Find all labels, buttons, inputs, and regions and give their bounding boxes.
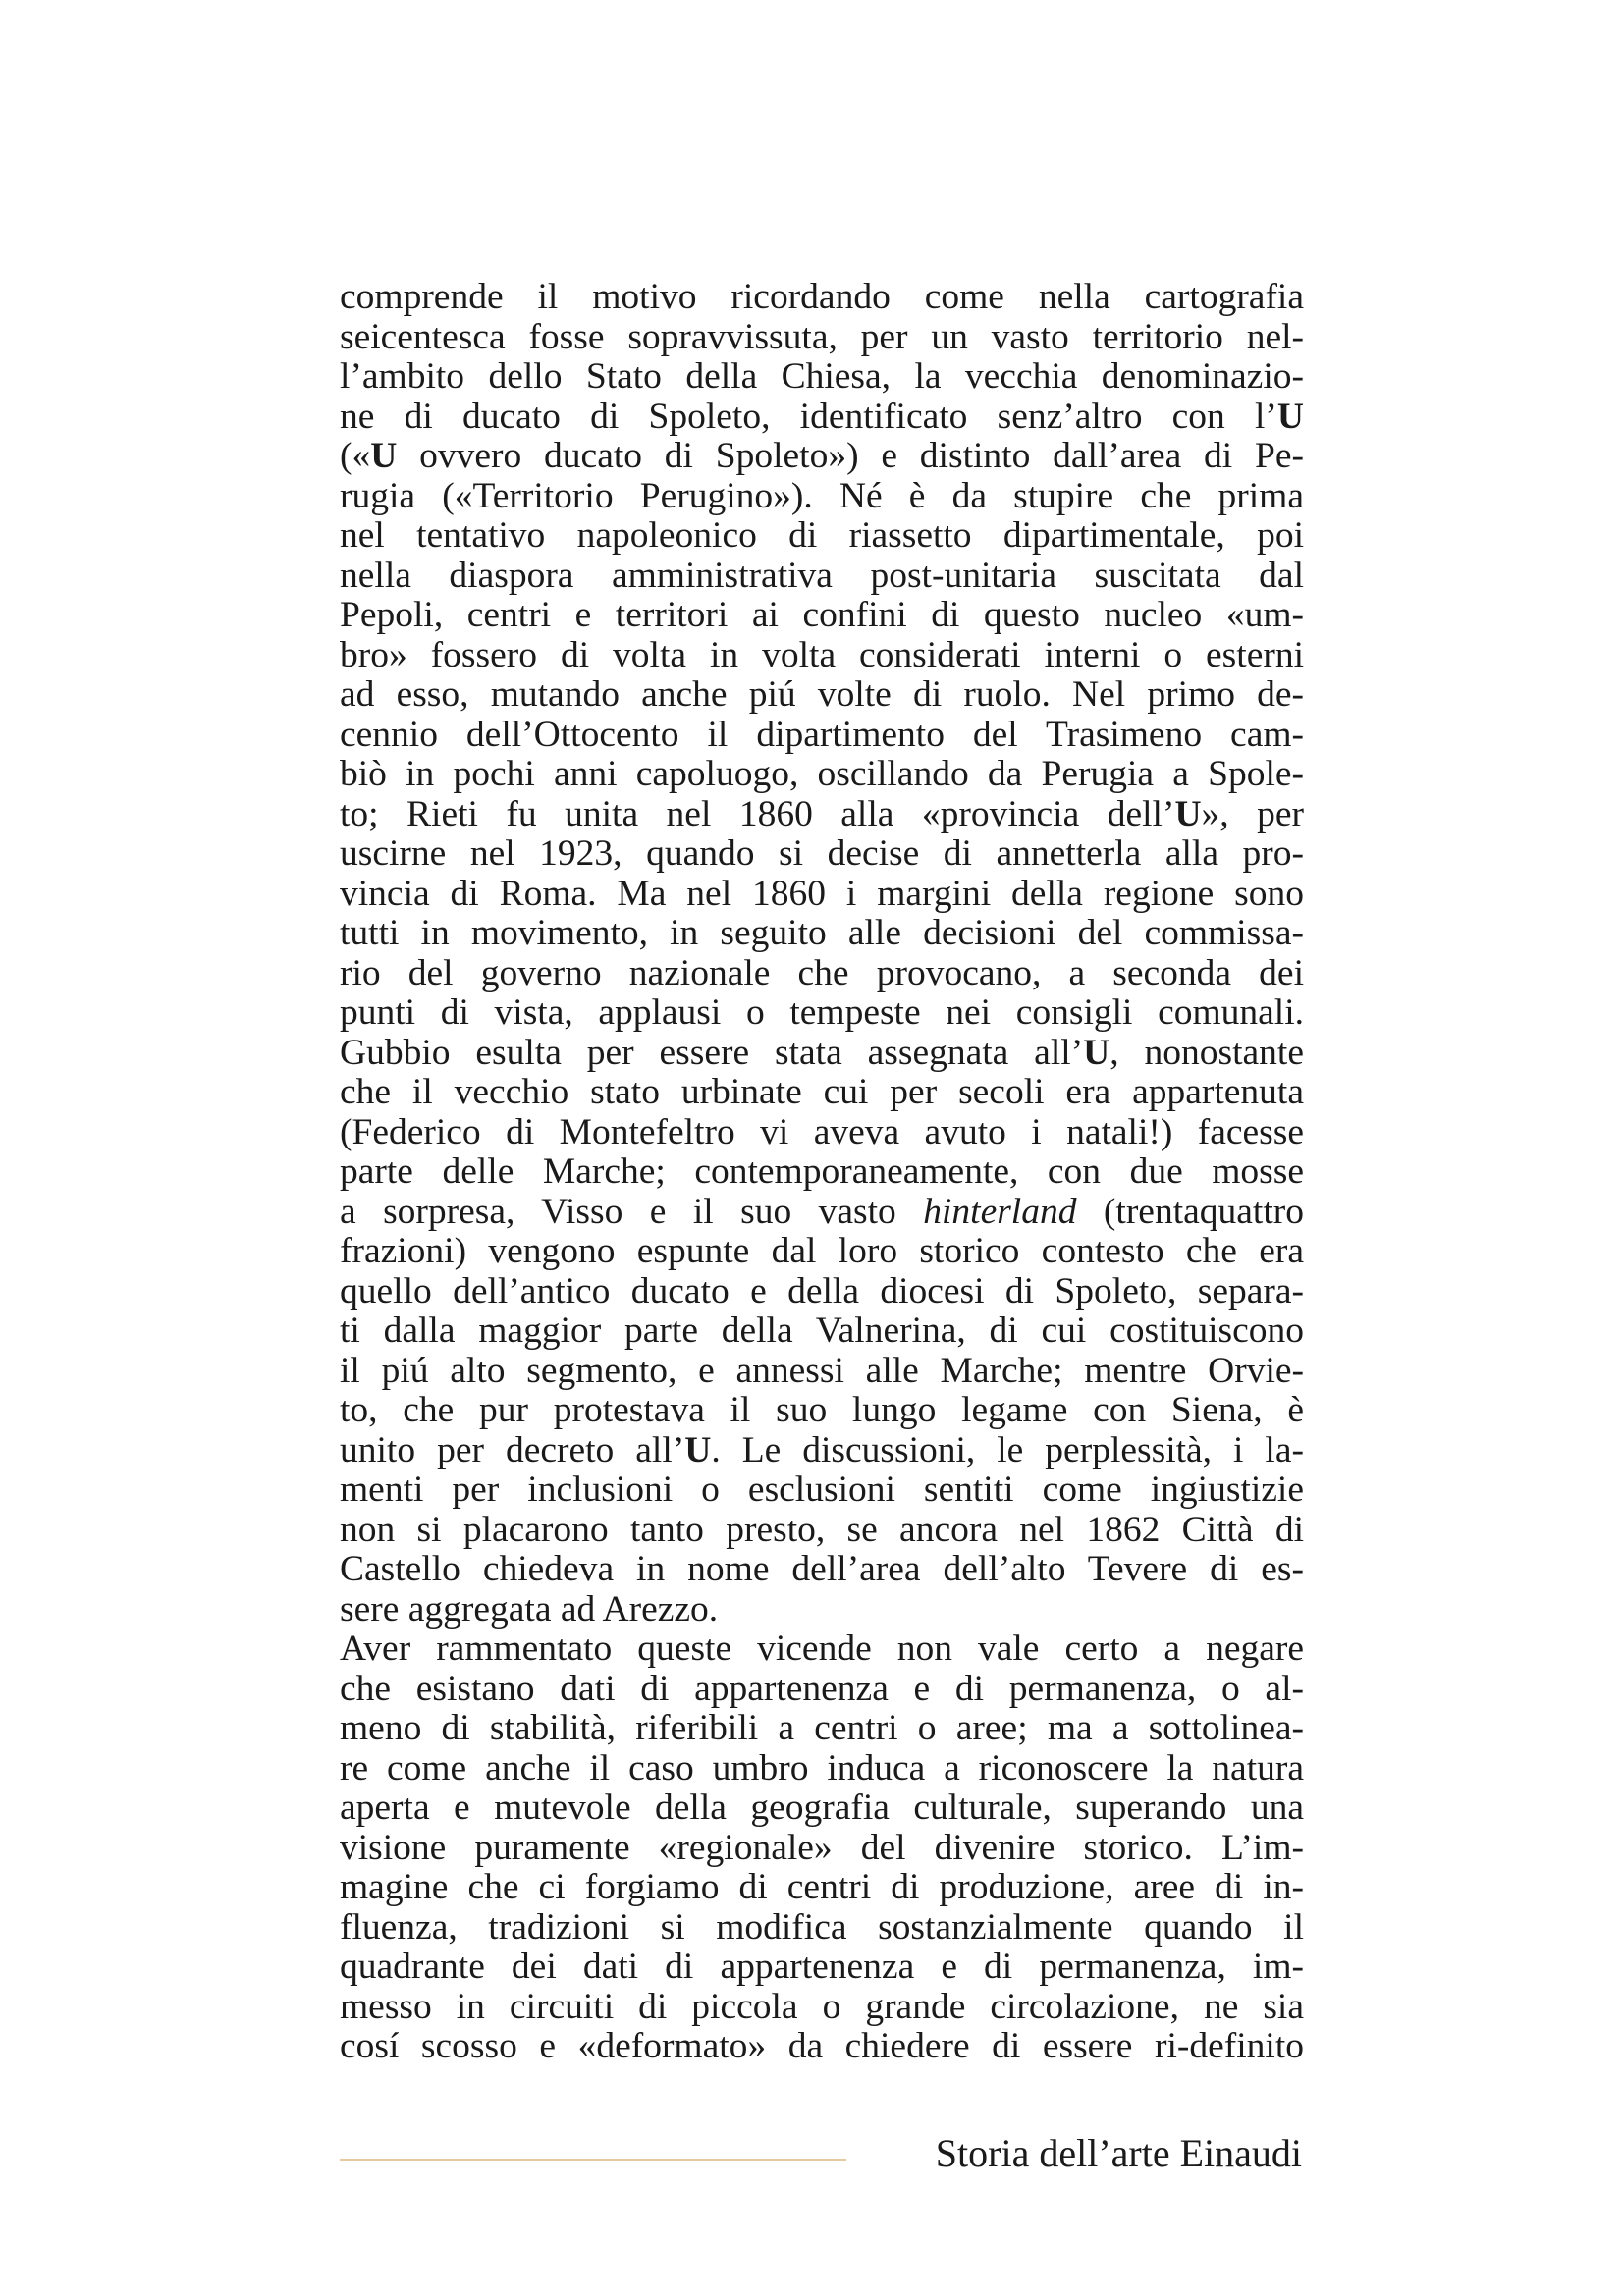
text-line: biò in pochi anni capoluogo, oscillando da Perugia a Spole- xyxy=(340,754,1304,794)
text-line: uscirne nel 1923, quando si decise di annetterla alla pro- xyxy=(340,833,1304,874)
text-line: sere aggregata ad Arezzo. xyxy=(340,1588,719,1629)
text-line: aperta e mutevole della geografia culturale, superando una xyxy=(340,1788,1304,1828)
text-line: magine che ci forgiamo di centri di produzione, aree di in- xyxy=(340,1867,1304,1907)
text-line: to, che pur protestava il suo lungo legame con Siena, è xyxy=(340,1390,1304,1430)
text-line: che esistano dati di appartenenza e di permanenza, o al- xyxy=(340,1668,1304,1709)
text-line: messo in circuiti di piccola o grande circolazione, ne sia xyxy=(340,1986,1304,2027)
text-line: Aver rammentato queste vicende non vale certo a negare xyxy=(340,1629,1304,1669)
text-line: Gubbio esulta per essere stata assegnata all’U, nonostante xyxy=(340,1032,1304,1073)
text-line: visione puramente «regionale» del divenire storico. L’im- xyxy=(340,1827,1304,1868)
text-line: («U ovvero ducato di Spoleto») e distinto dall’area di Pe- xyxy=(340,436,1304,476)
text-line: Pepoli, centri e territori ai confini di questo nucleo «um- xyxy=(340,595,1304,635)
text-line: frazioni) vengono espunte dal loro storico contesto che era xyxy=(340,1231,1304,1271)
text-line: seicentesca fosse sopravvissuta, per un vasto territorio nel- xyxy=(340,316,1304,357)
text-line: comprende il motivo ricordando come nella cartografia xyxy=(340,277,1304,317)
text-line: quadrante dei dati di appartenenza e di permanenza, im- xyxy=(340,1947,1304,1987)
text-line: il piú alto segmento, e annessi alle Marche; mentre Orvie- xyxy=(340,1350,1304,1391)
text-line: punti di vista, applausi o tempeste nei consigli comunali. xyxy=(340,992,1304,1033)
text-line: to; Rieti fu unita nel 1860 alla «provincia dell’U», per xyxy=(340,793,1304,834)
footer-rule xyxy=(340,2159,846,2161)
body-text xyxy=(340,278,1304,2067)
text-line: meno di stabilità, riferibili a centri o aree; ma a sottolinea- xyxy=(340,1708,1304,1748)
text-line: cosí scosso e «deformato» da chiedere di essere ri-definito xyxy=(340,2026,1304,2066)
text-line: tutti in movimento, in seguito alle decisioni del commissa- xyxy=(340,913,1304,953)
footer-label: Storia dell’arte Einaudi xyxy=(935,2131,1302,2175)
text-line: rugia («Territorio Perugino»). Né è da stupire che prima xyxy=(340,475,1304,516)
text-line: che il vecchio stato urbinate cui per secoli era appartenuta xyxy=(340,1072,1304,1112)
text-line: cennio dell’Ottocento il dipartimento del Trasimeno cam- xyxy=(340,714,1304,755)
text-line: a sorpresa, Visso e il suo vasto hinterland (trentaquattro xyxy=(340,1191,1304,1232)
text-line: ne di ducato di Spoleto, identificato senz’altro con l’U xyxy=(340,396,1304,437)
text-line: vincia di Roma. Ma nel 1860 i margini della regione sono xyxy=(340,873,1304,914)
text-line: nella diaspora amministrativa post-unitaria suscitata dal xyxy=(340,555,1304,596)
text-line: menti per inclusioni o esclusioni sentiti come ingiustizie xyxy=(340,1469,1304,1510)
text-line: non si placarono tanto presto, se ancora nel 1862 Città di xyxy=(340,1509,1304,1550)
text-line: Castello chiedeva in nome dell’area dell’alto Tevere di es- xyxy=(340,1549,1304,1589)
text-line: nel tentativo napoleonico di riassetto dipartimentale, poi xyxy=(340,515,1304,556)
text-line: fluenza, tradizioni si modifica sostanzialmente quando il xyxy=(340,1906,1304,1948)
text-line: quello dell’antico ducato e della diocesi di Spoleto, separa- xyxy=(340,1270,1304,1311)
text-line: re come anche il caso umbro induca a riconoscere la natura xyxy=(340,1747,1304,1789)
text-line: parte delle Marche; contemporaneamente, con due mosse xyxy=(340,1151,1304,1192)
text-line: (Federico di Montefeltro vi aveva avuto i natali!) facesse xyxy=(340,1111,1304,1152)
text-line: ad esso, mutando anche piú volte di ruolo. Nel primo de- xyxy=(340,674,1304,715)
text-line: unito per decreto all’U. Le discussioni, le perplessità, i la- xyxy=(340,1429,1304,1470)
text-line: l’ambito dello Stato della Chiesa, la vecchia denominazio- xyxy=(340,356,1304,397)
text-line: bro» fossero di volta in volta considerati interni o esterni xyxy=(340,634,1304,675)
text-line: rio del governo nazionale che provocano, a seconda dei xyxy=(340,952,1304,993)
text-line: ti dalla maggior parte della Valnerina, di cui costituiscono xyxy=(340,1310,1304,1351)
